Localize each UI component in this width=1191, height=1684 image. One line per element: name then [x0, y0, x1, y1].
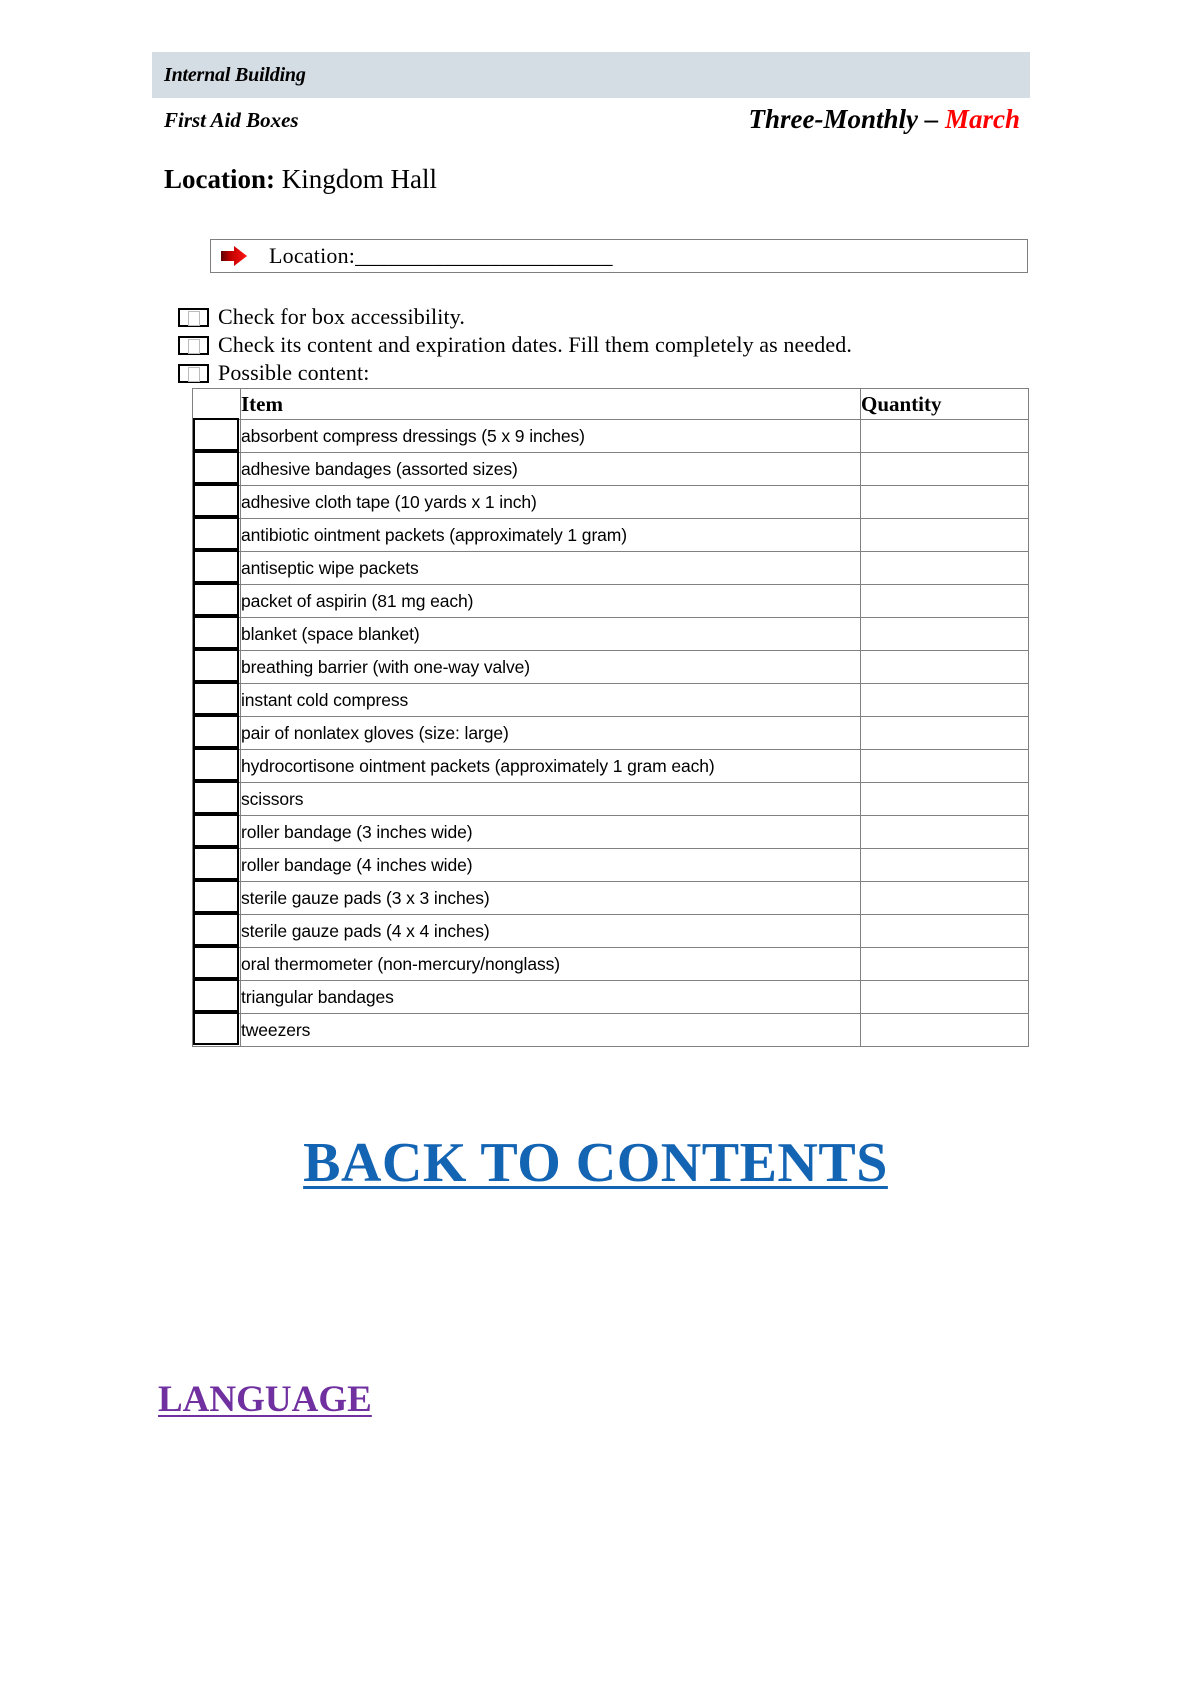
checkbox-icon[interactable] [193, 583, 239, 616]
checkbox-inner-square [188, 339, 200, 354]
checklist-item-possible-content[interactable] [178, 359, 1028, 387]
item-name-cell: scissors [241, 783, 861, 816]
item-name-cell: antibiotic ointment packets (approximately 1 gram) [241, 519, 861, 552]
row-checkbox-cell[interactable] [193, 915, 241, 948]
table-row [193, 915, 1029, 948]
item-name-cell: hydrocortisone ointment packets (approximately 1 gram each) [241, 750, 861, 783]
checklist-item-label: Possible content: [218, 360, 370, 385]
table-row [193, 684, 1029, 717]
row-checkbox-cell[interactable] [193, 486, 241, 519]
table-row [193, 651, 1029, 684]
table-header-row [193, 389, 1029, 420]
row-checkbox-cell[interactable] [193, 816, 241, 849]
checkbox-icon[interactable] [193, 781, 239, 814]
checkbox-icon[interactable] [193, 913, 239, 946]
item-quantity-cell[interactable] [861, 948, 1029, 981]
checkbox-icon[interactable] [193, 451, 239, 484]
row-checkbox-cell[interactable] [193, 651, 241, 684]
item-quantity-cell[interactable] [861, 1014, 1029, 1047]
table-header-check [193, 389, 241, 420]
row-checkbox-cell[interactable] [193, 519, 241, 552]
checkbox-icon[interactable] [178, 364, 209, 383]
document-title: First Aid Boxes [164, 108, 299, 132]
item-name-cell: roller bandage (3 inches wide) [241, 816, 861, 849]
checkbox-icon[interactable] [193, 946, 239, 979]
checklist-item-label: Check for box accessibility. [218, 304, 465, 329]
table-row [193, 420, 1029, 453]
item-quantity-cell[interactable] [861, 486, 1029, 519]
location-heading [164, 164, 437, 195]
checkbox-icon[interactable] [193, 1012, 239, 1045]
table-row [193, 453, 1029, 486]
table-row [193, 618, 1029, 651]
instruction-checklist [178, 303, 1028, 387]
row-checkbox-cell[interactable] [193, 552, 241, 585]
item-name-cell: sterile gauze pads (4 x 4 inches) [241, 915, 861, 948]
item-quantity-cell[interactable] [861, 420, 1029, 453]
row-checkbox-cell[interactable] [193, 948, 241, 981]
item-name-cell: pair of nonlatex gloves (size: large) [241, 717, 861, 750]
item-name-cell: packet of aspirin (81 mg each) [241, 585, 861, 618]
item-quantity-cell[interactable] [861, 519, 1029, 552]
checkbox-icon[interactable] [193, 484, 239, 517]
item-name-cell: breathing barrier (with one-way valve) [241, 651, 861, 684]
location-entry-label: Location:_______________________ [269, 243, 613, 268]
item-name-cell: blanket (space blanket) [241, 618, 861, 651]
checkbox-icon[interactable] [178, 308, 209, 327]
table-row [193, 486, 1029, 519]
item-quantity-cell[interactable] [861, 453, 1029, 486]
table-row [193, 981, 1029, 1014]
table-row [193, 1014, 1029, 1047]
checkbox-icon[interactable] [178, 336, 209, 355]
item-name-cell: antiseptic wipe packets [241, 552, 861, 585]
checklist-item-content-expiration[interactable] [178, 331, 1028, 359]
language-link[interactable]: LANGUAGE [158, 1379, 372, 1420]
item-quantity-cell[interactable] [861, 618, 1029, 651]
item-quantity-cell[interactable] [861, 816, 1029, 849]
checkbox-icon[interactable] [193, 715, 239, 748]
right-arrow-icon [221, 246, 247, 266]
frequency-label: Three-Monthly – [748, 104, 945, 134]
checkbox-icon[interactable] [193, 649, 239, 682]
frequency-and-month [748, 104, 1020, 135]
document-subheader [152, 104, 1030, 142]
table-row [193, 849, 1029, 882]
checkbox-icon[interactable] [193, 682, 239, 715]
row-checkbox-cell[interactable] [193, 882, 241, 915]
row-checkbox-cell[interactable] [193, 717, 241, 750]
item-quantity-cell[interactable] [861, 750, 1029, 783]
table-row [193, 948, 1029, 981]
item-name-cell: triangular bandages [241, 981, 861, 1014]
item-quantity-cell[interactable] [861, 585, 1029, 618]
item-quantity-cell[interactable] [861, 651, 1029, 684]
checkbox-icon[interactable] [193, 814, 239, 847]
table-row [193, 882, 1029, 915]
document-header-band [152, 52, 1030, 98]
checkbox-icon[interactable] [193, 847, 239, 880]
row-checkbox-cell[interactable] [193, 849, 241, 882]
item-name-cell: tweezers [241, 1014, 861, 1047]
item-name-cell: adhesive cloth tape (10 yards x 1 inch) [241, 486, 861, 519]
row-checkbox-cell[interactable] [193, 783, 241, 816]
item-quantity-cell[interactable] [861, 849, 1029, 882]
item-quantity-cell[interactable] [861, 783, 1029, 816]
row-checkbox-cell[interactable] [193, 453, 241, 486]
checkbox-inner-square [188, 311, 200, 326]
table-row [193, 585, 1029, 618]
table-row [193, 816, 1029, 849]
item-name-cell: roller bandage (4 inches wide) [241, 849, 861, 882]
location-heading-value: Kingdom Hall [281, 164, 437, 194]
row-checkbox-cell[interactable] [193, 684, 241, 717]
checkbox-icon[interactable] [193, 517, 239, 550]
table-row [193, 783, 1029, 816]
row-checkbox-cell[interactable] [193, 618, 241, 651]
checklist-item-label: Check its content and expiration dates. Fill them completely as needed. [218, 332, 852, 357]
checkbox-icon[interactable] [193, 748, 239, 781]
item-quantity-cell[interactable] [861, 684, 1029, 717]
table-row [193, 717, 1029, 750]
month-label: March [944, 104, 1020, 134]
checkbox-icon[interactable] [193, 880, 239, 913]
item-quantity-cell[interactable] [861, 552, 1029, 585]
item-quantity-cell[interactable] [861, 981, 1029, 1014]
location-entry-box[interactable] [210, 239, 1028, 273]
table-row [193, 750, 1029, 783]
item-quantity-cell[interactable] [861, 882, 1029, 915]
checkbox-icon[interactable] [193, 616, 239, 649]
header-band-title: Internal Building [164, 63, 306, 86]
table-header-item: Item [241, 389, 861, 420]
checkbox-icon[interactable] [193, 418, 239, 451]
item-quantity-cell[interactable] [861, 717, 1029, 750]
item-name-cell: absorbent compress dressings (5 x 9 inches) [241, 420, 861, 453]
checkbox-icon[interactable] [193, 979, 239, 1012]
item-quantity-cell[interactable] [861, 915, 1029, 948]
back-to-contents-link[interactable]: BACK TO CONTENTS [303, 1132, 888, 1194]
item-name-cell: sterile gauze pads (3 x 3 inches) [241, 882, 861, 915]
row-checkbox-cell[interactable] [193, 981, 241, 1014]
checklist-item-box-accessibility[interactable] [178, 303, 1028, 331]
table-row [193, 519, 1029, 552]
location-heading-label: Location: [164, 164, 275, 194]
table-row [193, 552, 1029, 585]
row-checkbox-cell[interactable] [193, 585, 241, 618]
checkbox-inner-square [188, 367, 200, 382]
item-name-cell: oral thermometer (non-mercury/nonglass) [241, 948, 861, 981]
table-header-quantity: Quantity [861, 389, 1029, 420]
item-name-cell: instant cold compress [241, 684, 861, 717]
row-checkbox-cell[interactable] [193, 420, 241, 453]
item-name-cell: adhesive bandages (assorted sizes) [241, 453, 861, 486]
first-aid-items-table [192, 388, 1029, 1047]
row-checkbox-cell[interactable] [193, 1014, 241, 1047]
row-checkbox-cell[interactable] [193, 750, 241, 783]
checkbox-icon[interactable] [193, 550, 239, 583]
